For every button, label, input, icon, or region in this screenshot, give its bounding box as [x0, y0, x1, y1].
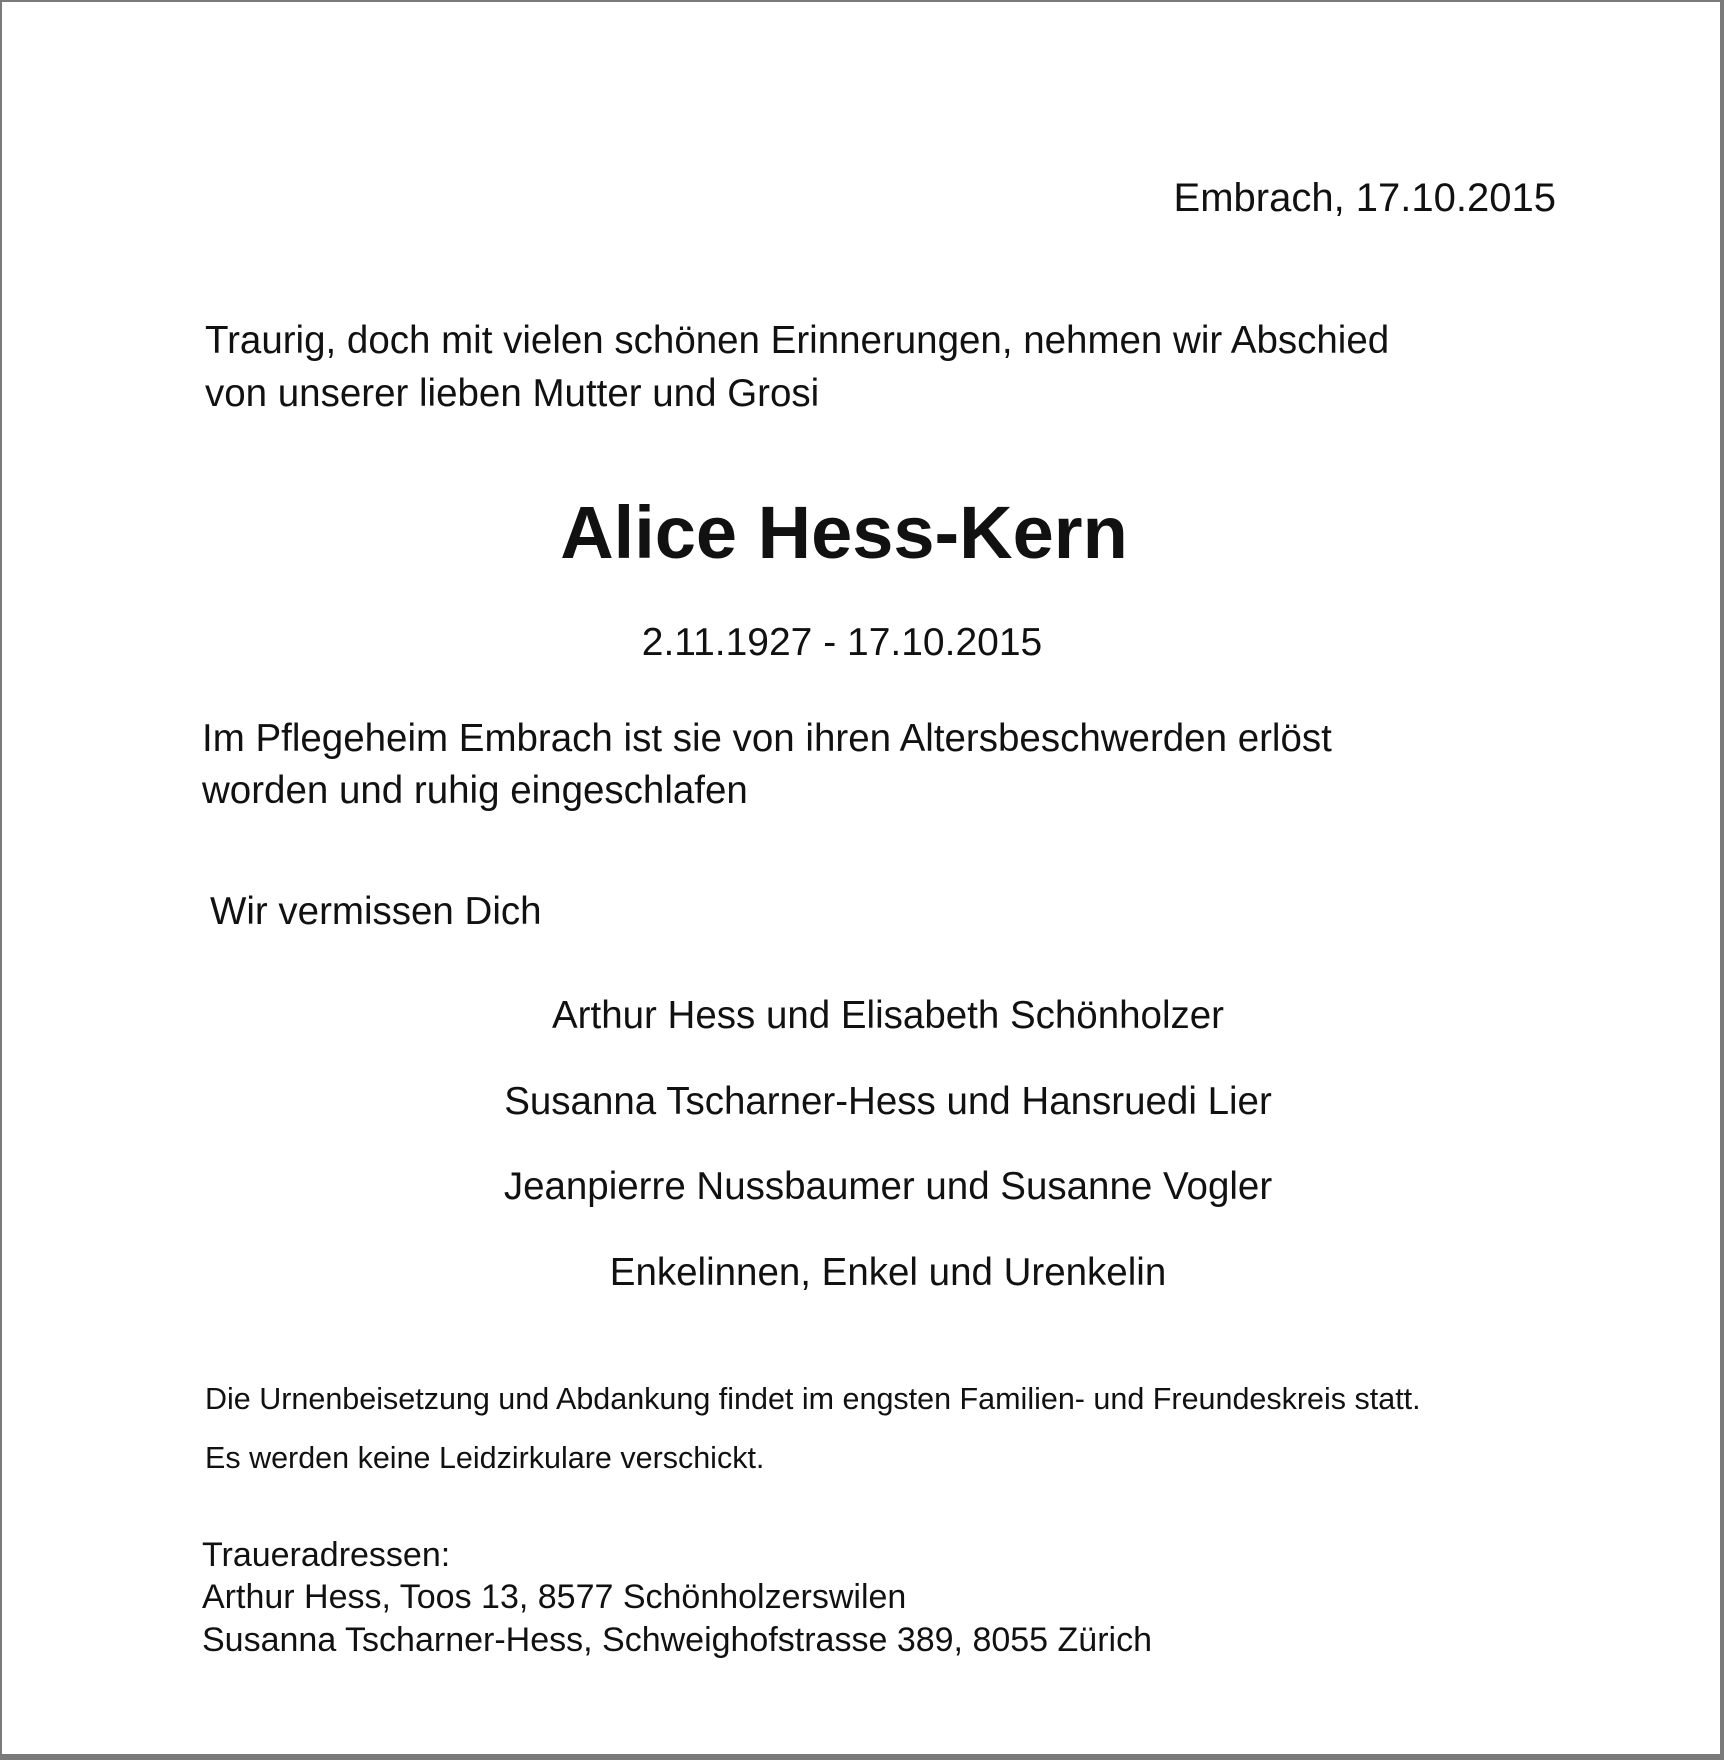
- address-line: Arthur Hess, Toos 13, 8577 Schönholzerswilen: [202, 1578, 907, 1616]
- life-dates: 2.11.1927 - 17.10.2015: [641, 621, 1043, 664]
- intro-line-1: Traurig, doch mit vielen schönen Erinnerungen, nehmen wir Abschied: [205, 319, 1390, 362]
- mourner-line: Arthur Hess und Elisabeth Schönholzer: [552, 994, 1224, 1037]
- addresses-label: Traueradressen:: [202, 1536, 451, 1574]
- address-line: Susanna Tscharner-Hess, Schweighofstrasse 389, 8055 Zürich: [202, 1621, 1152, 1659]
- mourner-line: Jeanpierre Nussbaumer und Susanne Vogler: [503, 1165, 1273, 1208]
- circular-note: Es werden keine Leidzirkulare verschickt.: [205, 1441, 765, 1475]
- message-line-1: Im Pflegeheim Embrach ist sie von ihren Altersbeschwerden erlöst: [202, 717, 1332, 760]
- intro-line-2: von unserer lieben Mutter und Grosi: [205, 372, 820, 415]
- deceased-name: Alice Hess-Kern: [560, 491, 1128, 574]
- funeral-note: Die Urnenbeisetzung und Abdankung findet im engsten Familien- und Freundeskreis statt.: [205, 1382, 1421, 1416]
- place-date: Embrach, 17.10.2015: [1173, 176, 1556, 220]
- closing-line: Wir vermissen Dich: [210, 890, 542, 933]
- message-line-2: worden und ruhig eingeschlafen: [202, 769, 748, 812]
- mourner-line: Enkelinnen, Enkel und Urenkelin: [609, 1251, 1167, 1294]
- mourner-line: Susanna Tscharner-Hess und Hansruedi Lier: [504, 1080, 1272, 1123]
